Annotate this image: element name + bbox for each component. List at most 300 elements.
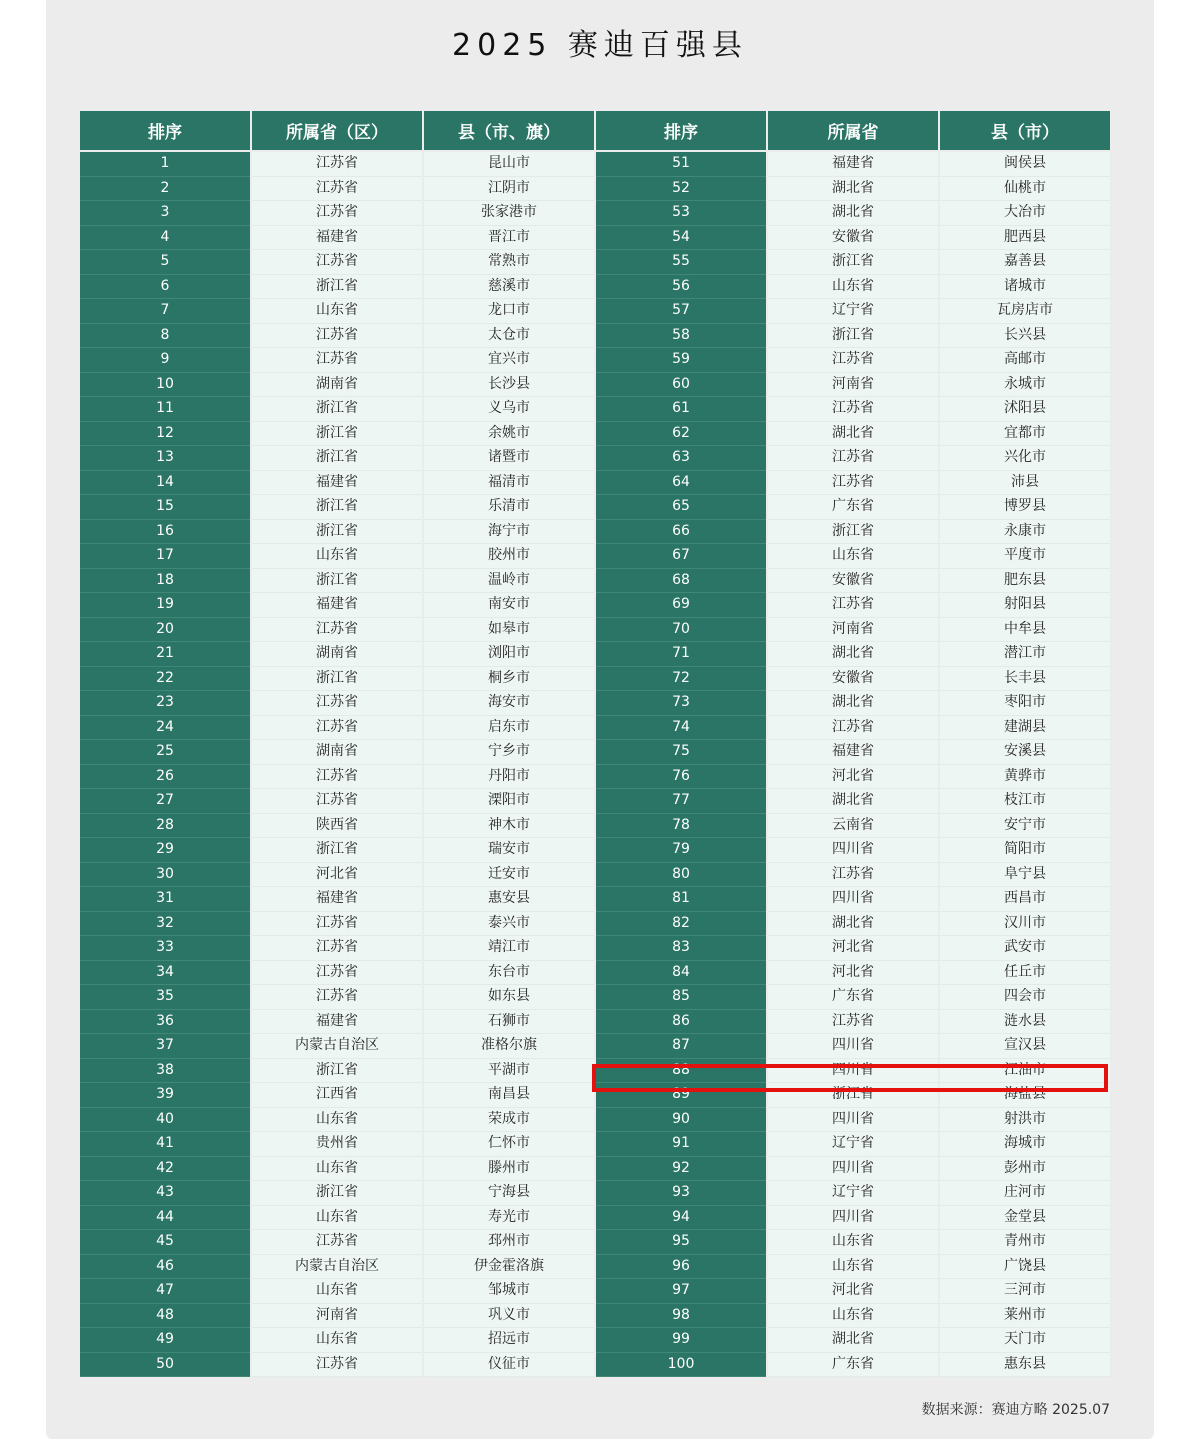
table-row	[80, 667, 1110, 692]
cell-rank-right: 63	[596, 446, 766, 471]
cell-rank-left: 34	[80, 961, 250, 986]
cell-province-right: 江苏省	[768, 446, 938, 471]
cell-county-left: 靖江市	[424, 936, 594, 961]
cell-province-right: 辽宁省	[768, 1181, 938, 1206]
table-row	[80, 887, 1110, 912]
cell-rank-left: 25	[80, 740, 250, 765]
table-row	[80, 1255, 1110, 1280]
cell-county-left: 仪征市	[424, 1353, 594, 1378]
cell-province-left: 江苏省	[252, 250, 422, 275]
cell-province-right: 安徽省	[768, 667, 938, 692]
table-row	[80, 814, 1110, 839]
cell-rank-left: 7	[80, 299, 250, 324]
cell-province-right: 河南省	[768, 373, 938, 398]
cell-rank-left: 12	[80, 422, 250, 447]
cell-county-left: 宁海县	[424, 1181, 594, 1206]
cell-county-right: 长兴县	[940, 324, 1110, 349]
cell-county-right: 肥西县	[940, 226, 1110, 251]
cell-county-left: 瑞安市	[424, 838, 594, 863]
cell-county-right: 永城市	[940, 373, 1110, 398]
cell-county-left: 宜兴市	[424, 348, 594, 373]
table-row	[80, 1132, 1110, 1157]
table-row	[80, 250, 1110, 275]
cell-rank-right: 92	[596, 1157, 766, 1182]
cell-rank-right: 64	[596, 471, 766, 496]
cell-rank-right: 56	[596, 275, 766, 300]
cell-county-left: 晋江市	[424, 226, 594, 251]
table-row	[80, 275, 1110, 300]
table-row	[80, 1206, 1110, 1231]
cell-county-left: 慈溪市	[424, 275, 594, 300]
cell-province-left: 浙江省	[252, 838, 422, 863]
cell-province-right: 四川省	[768, 887, 938, 912]
table-row	[80, 691, 1110, 716]
cell-rank-left: 28	[80, 814, 250, 839]
cell-province-right: 河北省	[768, 936, 938, 961]
cell-county-left: 乐清市	[424, 495, 594, 520]
cell-county-right: 天门市	[940, 1328, 1110, 1353]
table-row	[80, 1181, 1110, 1206]
cell-rank-right: 81	[596, 887, 766, 912]
table-row	[80, 789, 1110, 814]
cell-province-right: 浙江省	[768, 324, 938, 349]
cell-province-right: 山东省	[768, 275, 938, 300]
cell-province-left: 江苏省	[252, 985, 422, 1010]
table-row	[80, 422, 1110, 447]
cell-rank-left: 49	[80, 1328, 250, 1353]
cell-county-right: 安溪县	[940, 740, 1110, 765]
cell-rank-right: 69	[596, 593, 766, 618]
cell-province-right: 湖北省	[768, 422, 938, 447]
cell-province-right: 河北省	[768, 961, 938, 986]
cell-county-right: 大冶市	[940, 201, 1110, 226]
cell-county-left: 寿光市	[424, 1206, 594, 1231]
cell-rank-left: 22	[80, 667, 250, 692]
table-row	[80, 569, 1110, 594]
cell-province-right: 浙江省	[768, 520, 938, 545]
table-row	[80, 1353, 1110, 1378]
cell-county-right: 射阳县	[940, 593, 1110, 618]
table-row	[80, 740, 1110, 765]
cell-county-left: 迁安市	[424, 863, 594, 888]
cell-rank-right: 72	[596, 667, 766, 692]
cell-rank-right: 73	[596, 691, 766, 716]
cell-rank-left: 32	[80, 912, 250, 937]
cell-county-right: 广饶县	[940, 1255, 1110, 1280]
table-row	[80, 299, 1110, 324]
cell-province-left: 浙江省	[252, 1181, 422, 1206]
cell-county-left: 神木市	[424, 814, 594, 839]
cell-province-left: 江苏省	[252, 201, 422, 226]
cell-county-left: 温岭市	[424, 569, 594, 594]
cell-rank-right: 77	[596, 789, 766, 814]
header-rank-left: 排序	[80, 111, 250, 152]
cell-rank-right: 71	[596, 642, 766, 667]
page-title: 2025 赛迪百强县	[452, 28, 748, 63]
cell-county-left: 平湖市	[424, 1059, 594, 1084]
table-row	[80, 1279, 1110, 1304]
cell-rank-right: 96	[596, 1255, 766, 1280]
cell-province-left: 湖南省	[252, 642, 422, 667]
cell-province-right: 江苏省	[768, 716, 938, 741]
cell-province-right: 四川省	[768, 1034, 938, 1059]
cell-county-right: 嘉善县	[940, 250, 1110, 275]
table-row	[80, 716, 1110, 741]
cell-rank-left: 40	[80, 1108, 250, 1133]
cell-province-right: 湖北省	[768, 789, 938, 814]
cell-rank-right: 78	[596, 814, 766, 839]
cell-province-left: 江苏省	[252, 716, 422, 741]
cell-county-right: 莱州市	[940, 1304, 1110, 1329]
cell-province-left: 山东省	[252, 299, 422, 324]
cell-province-right: 四川省	[768, 1059, 938, 1084]
cell-county-left: 长沙县	[424, 373, 594, 398]
cell-county-left: 江阴市	[424, 177, 594, 202]
cell-province-left: 内蒙古自治区	[252, 1034, 422, 1059]
table-row	[80, 1010, 1110, 1035]
cell-rank-right: 84	[596, 961, 766, 986]
cell-rank-right: 97	[596, 1279, 766, 1304]
cell-county-right: 肥东县	[940, 569, 1110, 594]
cell-province-left: 江西省	[252, 1083, 422, 1108]
cell-rank-left: 41	[80, 1132, 250, 1157]
cell-province-right: 辽宁省	[768, 1132, 938, 1157]
cell-county-left: 南昌县	[424, 1083, 594, 1108]
header-rank-right: 排序	[596, 111, 766, 152]
table-row	[80, 201, 1110, 226]
cell-rank-right: 60	[596, 373, 766, 398]
cell-rank-right: 62	[596, 422, 766, 447]
cell-province-right: 山东省	[768, 1304, 938, 1329]
cell-county-left: 龙口市	[424, 299, 594, 324]
cell-county-left: 海安市	[424, 691, 594, 716]
cell-county-left: 胶州市	[424, 544, 594, 569]
cell-rank-left: 33	[80, 936, 250, 961]
cell-rank-left: 30	[80, 863, 250, 888]
cell-province-right: 浙江省	[768, 1083, 938, 1108]
cell-province-right: 山东省	[768, 1230, 938, 1255]
cell-rank-right: 58	[596, 324, 766, 349]
cell-rank-left: 48	[80, 1304, 250, 1329]
cell-province-left: 山东省	[252, 1328, 422, 1353]
cell-rank-right: 53	[596, 201, 766, 226]
cell-rank-right: 67	[596, 544, 766, 569]
cell-rank-right: 74	[596, 716, 766, 741]
cell-rank-right: 94	[596, 1206, 766, 1231]
table-row	[80, 520, 1110, 545]
table-row	[80, 446, 1110, 471]
cell-province-right: 湖北省	[768, 1328, 938, 1353]
cell-rank-left: 16	[80, 520, 250, 545]
cell-county-left: 石狮市	[424, 1010, 594, 1035]
cell-province-right: 广东省	[768, 985, 938, 1010]
cell-rank-right: 93	[596, 1181, 766, 1206]
cell-rank-left: 11	[80, 397, 250, 422]
cell-province-left: 山东省	[252, 1157, 422, 1182]
cell-province-left: 江苏省	[252, 691, 422, 716]
ranking-table	[78, 111, 1112, 1377]
cell-province-left: 山东省	[252, 1206, 422, 1231]
cell-province-right: 湖北省	[768, 912, 938, 937]
cell-province-right: 浙江省	[768, 250, 938, 275]
cell-rank-left: 45	[80, 1230, 250, 1255]
cell-county-left: 余姚市	[424, 422, 594, 447]
cell-county-right: 四会市	[940, 985, 1110, 1010]
cell-county-right: 黄骅市	[940, 765, 1110, 790]
table-row	[80, 642, 1110, 667]
cell-rank-right: 99	[596, 1328, 766, 1353]
cell-rank-left: 29	[80, 838, 250, 863]
cell-county-right: 三河市	[940, 1279, 1110, 1304]
cell-province-left: 浙江省	[252, 495, 422, 520]
cell-province-right: 四川省	[768, 1206, 938, 1231]
cell-county-right: 永康市	[940, 520, 1110, 545]
cell-province-right: 福建省	[768, 740, 938, 765]
table-row	[80, 936, 1110, 961]
cell-province-right: 广东省	[768, 1353, 938, 1378]
cell-county-right: 惠东县	[940, 1353, 1110, 1378]
cell-province-left: 江苏省	[252, 789, 422, 814]
cell-rank-right: 68	[596, 569, 766, 594]
cell-county-right: 枝江市	[940, 789, 1110, 814]
cell-county-right: 宣汉县	[940, 1034, 1110, 1059]
cell-county-left: 准格尔旗	[424, 1034, 594, 1059]
cell-rank-left: 4	[80, 226, 250, 251]
cell-province-left: 山东省	[252, 1108, 422, 1133]
cell-county-right: 汉川市	[940, 912, 1110, 937]
cell-rank-right: 66	[596, 520, 766, 545]
cell-county-right: 安宁市	[940, 814, 1110, 839]
table-row	[80, 593, 1110, 618]
cell-province-right: 福建省	[768, 152, 938, 177]
cell-county-right: 枣阳市	[940, 691, 1110, 716]
table-row	[80, 1304, 1110, 1329]
cell-province-right: 山东省	[768, 544, 938, 569]
cell-county-left: 宁乡市	[424, 740, 594, 765]
cell-province-right: 四川省	[768, 1157, 938, 1182]
cell-county-left: 东台市	[424, 961, 594, 986]
cell-rank-left: 27	[80, 789, 250, 814]
cell-rank-left: 39	[80, 1083, 250, 1108]
cell-rank-left: 26	[80, 765, 250, 790]
cell-county-left: 滕州市	[424, 1157, 594, 1182]
cell-rank-left: 42	[80, 1157, 250, 1182]
table-row	[80, 961, 1110, 986]
cell-rank-left: 37	[80, 1034, 250, 1059]
cell-rank-right: 88	[596, 1059, 766, 1084]
cell-province-left: 浙江省	[252, 397, 422, 422]
table-row	[80, 348, 1110, 373]
cell-rank-right: 76	[596, 765, 766, 790]
cell-county-right: 彭州市	[940, 1157, 1110, 1182]
cell-rank-left: 15	[80, 495, 250, 520]
cell-rank-right: 91	[596, 1132, 766, 1157]
cell-province-left: 湖南省	[252, 373, 422, 398]
cell-rank-right: 82	[596, 912, 766, 937]
cell-county-right: 武安市	[940, 936, 1110, 961]
cell-rank-left: 43	[80, 1181, 250, 1206]
cell-province-right: 安徽省	[768, 569, 938, 594]
cell-province-right: 江苏省	[768, 593, 938, 618]
cell-rank-left: 5	[80, 250, 250, 275]
cell-county-right: 涟水县	[940, 1010, 1110, 1035]
cell-county-right: 长丰县	[940, 667, 1110, 692]
cell-province-left: 浙江省	[252, 275, 422, 300]
table-row	[80, 226, 1110, 251]
table-row	[80, 544, 1110, 569]
cell-rank-right: 70	[596, 618, 766, 643]
cell-province-right: 江苏省	[768, 397, 938, 422]
table-row	[80, 397, 1110, 422]
cell-county-right: 闽侯县	[940, 152, 1110, 177]
cell-county-right: 青州市	[940, 1230, 1110, 1255]
cell-province-right: 江苏省	[768, 1010, 938, 1035]
cell-county-left: 邹城市	[424, 1279, 594, 1304]
cell-rank-right: 54	[596, 226, 766, 251]
cell-county-left: 伊金霍洛旗	[424, 1255, 594, 1280]
table-row	[80, 912, 1110, 937]
cell-county-left: 巩义市	[424, 1304, 594, 1329]
cell-rank-right: 59	[596, 348, 766, 373]
cell-province-left: 浙江省	[252, 520, 422, 545]
table-row	[80, 1108, 1110, 1133]
cell-rank-right: 55	[596, 250, 766, 275]
cell-province-left: 浙江省	[252, 667, 422, 692]
cell-province-left: 江苏省	[252, 1353, 422, 1378]
table-row	[80, 471, 1110, 496]
cell-county-left: 如东县	[424, 985, 594, 1010]
cell-rank-left: 14	[80, 471, 250, 496]
cell-province-left: 河南省	[252, 1304, 422, 1329]
cell-county-right: 仙桃市	[940, 177, 1110, 202]
cell-rank-left: 13	[80, 446, 250, 471]
cell-province-left: 江苏省	[252, 936, 422, 961]
cell-rank-left: 46	[80, 1255, 250, 1280]
cell-rank-right: 79	[596, 838, 766, 863]
cell-county-left: 昆山市	[424, 152, 594, 177]
cell-county-left: 福清市	[424, 471, 594, 496]
cell-county-right: 瓦房店市	[940, 299, 1110, 324]
table-row	[80, 1230, 1110, 1255]
header-county-left: 县（市、旗）	[424, 111, 594, 152]
header-province-right: 所属省	[768, 111, 938, 152]
header-province-left: 所属省（区）	[252, 111, 422, 152]
cell-county-right: 江油市	[940, 1059, 1110, 1084]
cell-county-right: 阜宁县	[940, 863, 1110, 888]
cell-province-right: 湖北省	[768, 177, 938, 202]
cell-county-right: 金堂县	[940, 1206, 1110, 1231]
cell-rank-left: 8	[80, 324, 250, 349]
cell-rank-left: 2	[80, 177, 250, 202]
header-county-right: 县（市）	[940, 111, 1110, 152]
ranking-table-container	[80, 111, 1111, 1377]
table-row	[80, 1157, 1110, 1182]
cell-county-left: 常熟市	[424, 250, 594, 275]
cell-county-right: 庄河市	[940, 1181, 1110, 1206]
cell-county-right: 射洪市	[940, 1108, 1110, 1133]
cell-province-left: 浙江省	[252, 422, 422, 447]
cell-county-right: 兴化市	[940, 446, 1110, 471]
cell-province-right: 云南省	[768, 814, 938, 839]
cell-province-right: 四川省	[768, 838, 938, 863]
cell-rank-right: 65	[596, 495, 766, 520]
cell-rank-left: 23	[80, 691, 250, 716]
cell-rank-right: 75	[596, 740, 766, 765]
cell-province-left: 浙江省	[252, 446, 422, 471]
cell-province-right: 山东省	[768, 1255, 938, 1280]
cell-county-left: 诸暨市	[424, 446, 594, 471]
cell-county-right: 海城市	[940, 1132, 1110, 1157]
cell-rank-left: 47	[80, 1279, 250, 1304]
cell-rank-left: 50	[80, 1353, 250, 1378]
cell-province-right: 江苏省	[768, 471, 938, 496]
cell-rank-left: 24	[80, 716, 250, 741]
cell-province-left: 福建省	[252, 226, 422, 251]
cell-rank-right: 52	[596, 177, 766, 202]
cell-county-right: 海盐县	[940, 1083, 1110, 1108]
cell-rank-left: 31	[80, 887, 250, 912]
cell-county-left: 太仓市	[424, 324, 594, 349]
table-row	[80, 373, 1110, 398]
data-source-note: 数据来源：赛迪方略 2025.07	[921, 1402, 1110, 1418]
cell-province-left: 福建省	[252, 593, 422, 618]
cell-province-right: 广东省	[768, 495, 938, 520]
cell-county-right: 中牟县	[940, 618, 1110, 643]
cell-province-right: 湖北省	[768, 691, 938, 716]
cell-county-left: 邳州市	[424, 1230, 594, 1255]
cell-province-right: 江苏省	[768, 863, 938, 888]
cell-rank-left: 38	[80, 1059, 250, 1084]
cell-province-left: 内蒙古自治区	[252, 1255, 422, 1280]
cell-county-left: 荣成市	[424, 1108, 594, 1133]
table-body	[80, 152, 1110, 1377]
table-row	[80, 177, 1110, 202]
cell-county-right: 高邮市	[940, 348, 1110, 373]
cell-county-left: 丹阳市	[424, 765, 594, 790]
cell-rank-right: 85	[596, 985, 766, 1010]
cell-rank-left: 1	[80, 152, 250, 177]
cell-rank-left: 9	[80, 348, 250, 373]
cell-rank-left: 44	[80, 1206, 250, 1231]
cell-county-left: 泰兴市	[424, 912, 594, 937]
cell-county-left: 义乌市	[424, 397, 594, 422]
cell-rank-right: 98	[596, 1304, 766, 1329]
cell-rank-right: 83	[596, 936, 766, 961]
cell-rank-right: 80	[596, 863, 766, 888]
cell-province-right: 辽宁省	[768, 299, 938, 324]
cell-province-left: 福建省	[252, 471, 422, 496]
cell-rank-right: 100	[596, 1353, 766, 1378]
cell-rank-left: 18	[80, 569, 250, 594]
cell-county-right: 沭阳县	[940, 397, 1110, 422]
cell-province-right: 河北省	[768, 765, 938, 790]
cell-county-right: 简阳市	[940, 838, 1110, 863]
cell-county-left: 仁怀市	[424, 1132, 594, 1157]
cell-county-right: 任丘市	[940, 961, 1110, 986]
cell-province-left: 江苏省	[252, 961, 422, 986]
cell-county-left: 招远市	[424, 1328, 594, 1353]
cell-rank-left: 20	[80, 618, 250, 643]
cell-county-right: 潜江市	[940, 642, 1110, 667]
cell-county-left: 桐乡市	[424, 667, 594, 692]
cell-province-left: 江苏省	[252, 152, 422, 177]
cell-county-right: 诸城市	[940, 275, 1110, 300]
cell-province-right: 河北省	[768, 1279, 938, 1304]
table-row	[80, 838, 1110, 863]
cell-county-right: 博罗县	[940, 495, 1110, 520]
cell-province-right: 四川省	[768, 1108, 938, 1133]
cell-province-left: 湖南省	[252, 740, 422, 765]
